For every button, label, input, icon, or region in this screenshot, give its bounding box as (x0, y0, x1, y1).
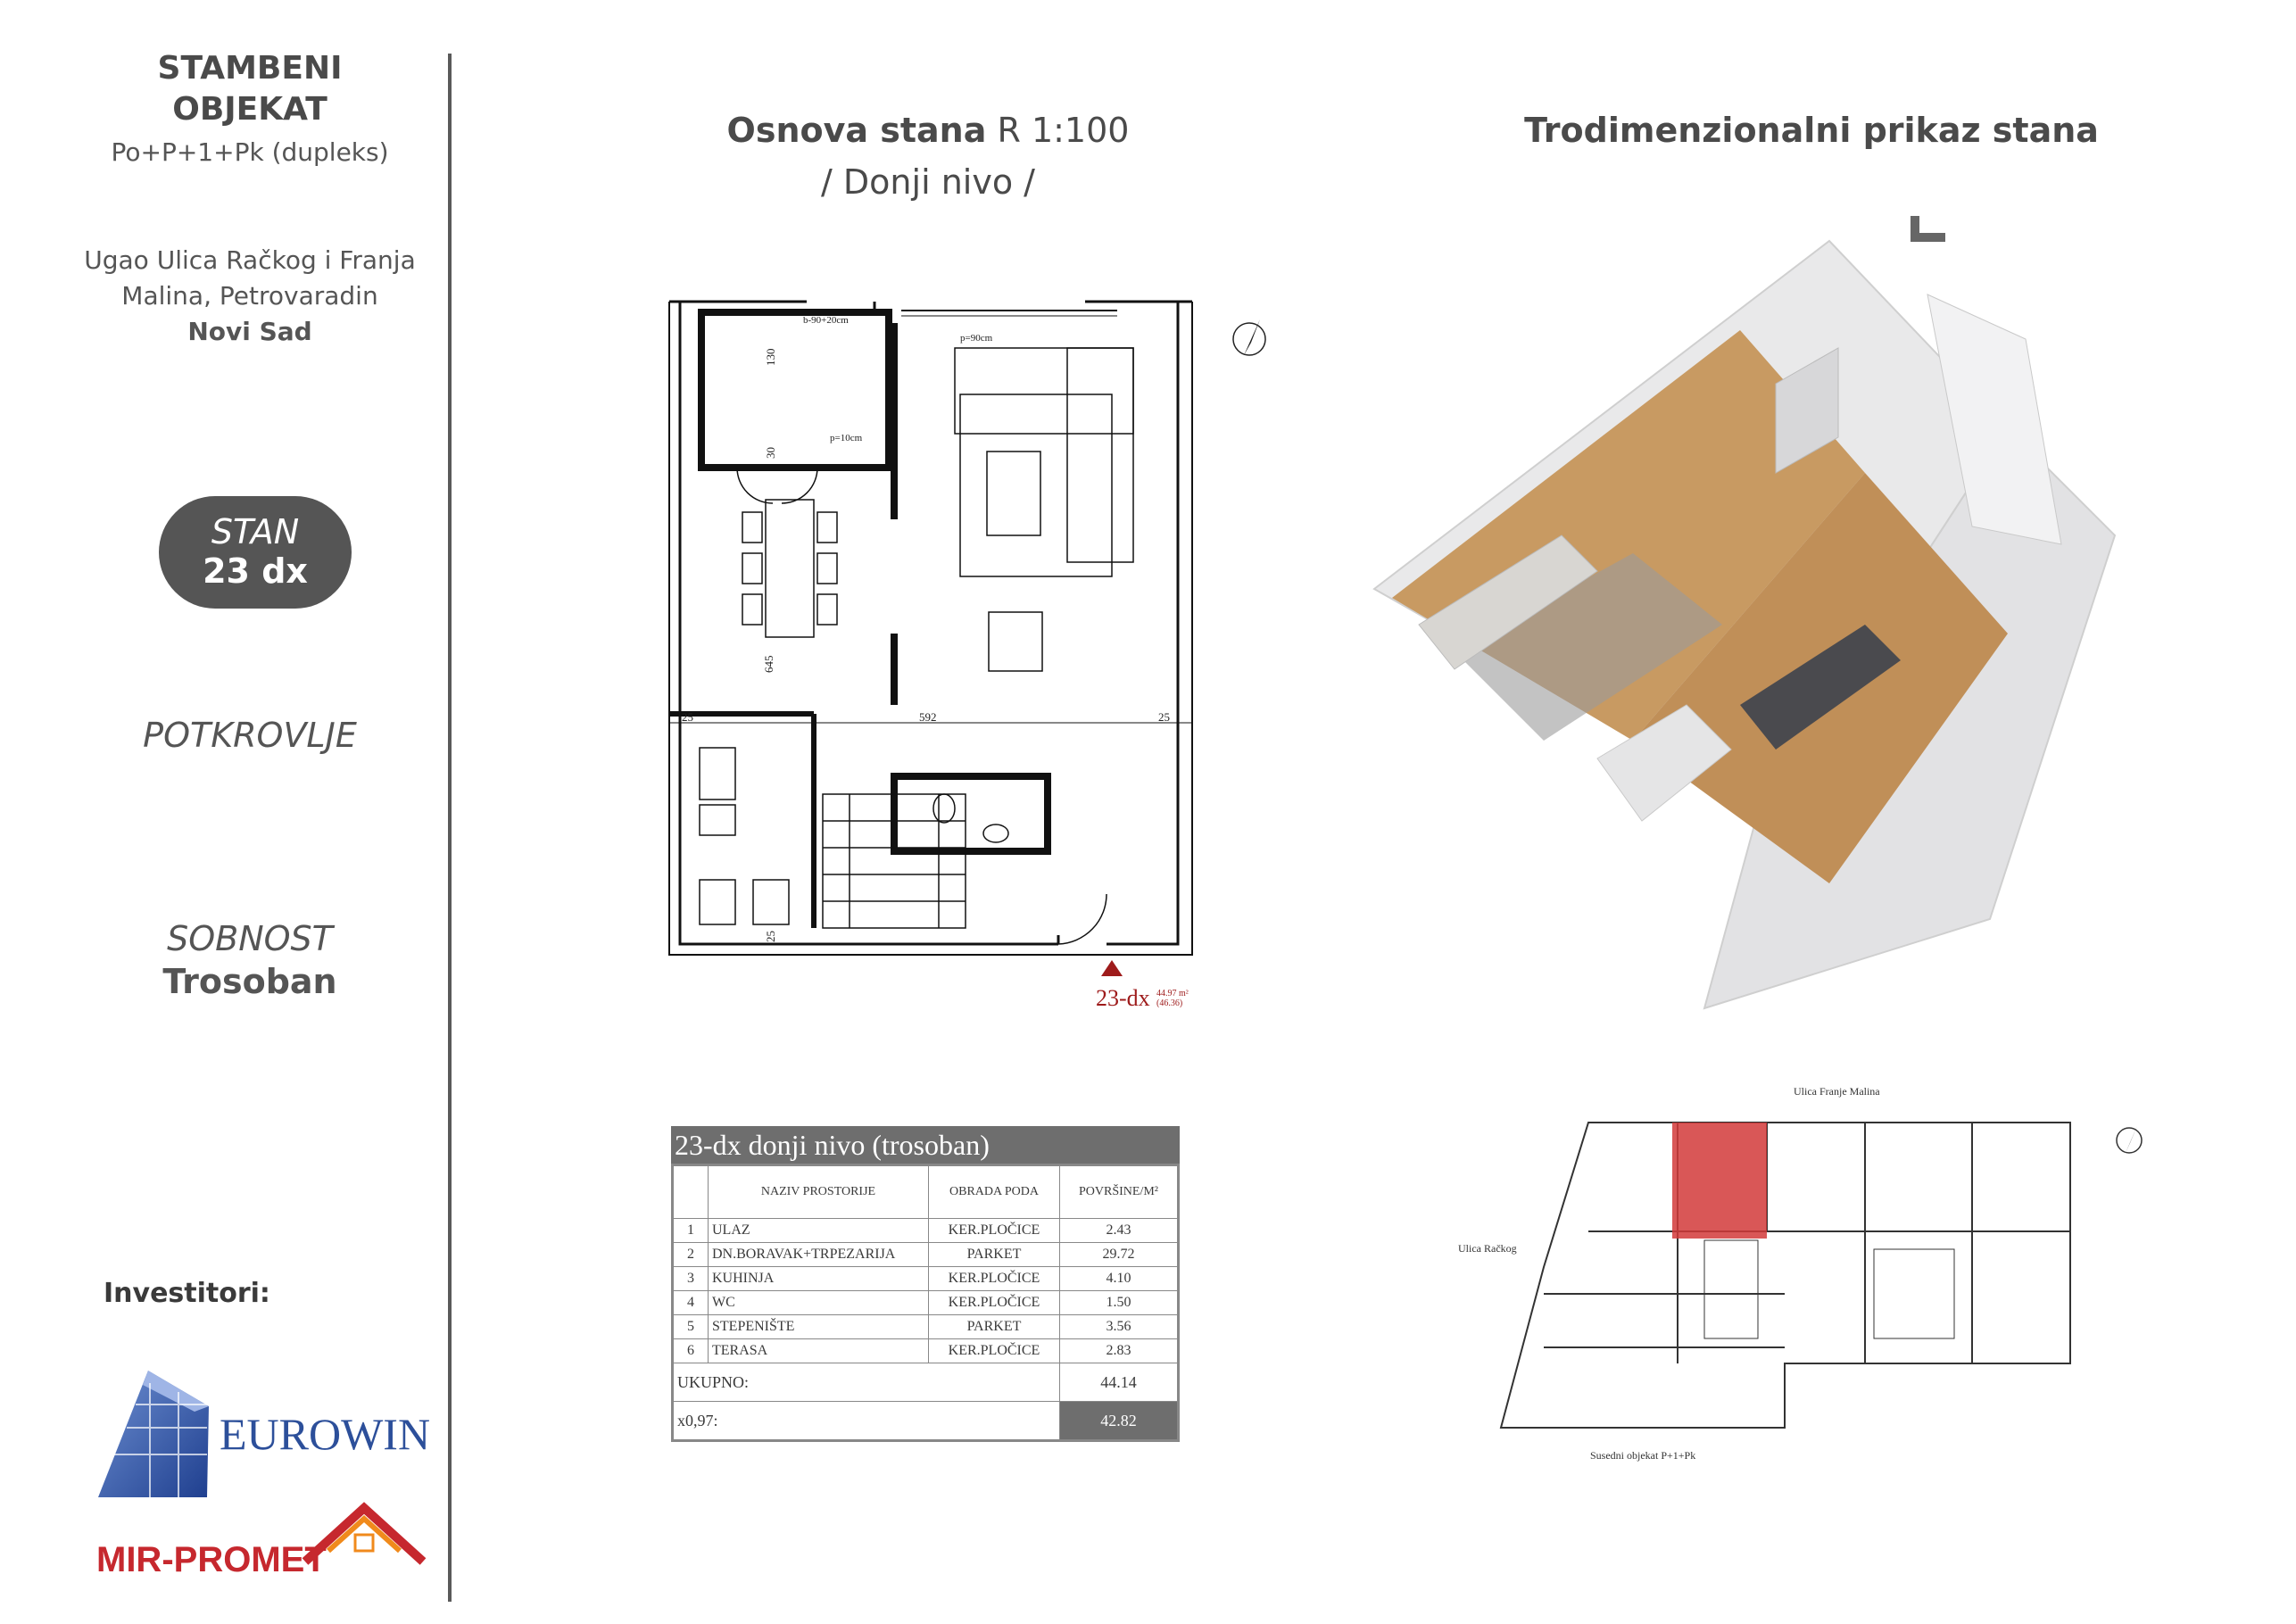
apartment-badge (159, 496, 352, 609)
row-floor: PARKET (929, 1315, 1060, 1339)
table-row (674, 1339, 1178, 1363)
factor-value: 42.82 (1060, 1402, 1178, 1440)
row-name: DN.BORAVAK+TRPEZARIJA (709, 1243, 929, 1267)
note-door-2: p=10cm (830, 433, 863, 443)
street-top: Ulica Franje Malina (1794, 1085, 1880, 1098)
city: Novi Sad (187, 317, 312, 346)
dim-width: 592 (919, 710, 937, 724)
mirpromet-logo (96, 1499, 435, 1588)
neighbor-label: Susedni objekat P+1+Pk (1590, 1449, 1696, 1462)
row-num: 2 (674, 1243, 709, 1267)
row-name: STEPENIŠTE (709, 1315, 929, 1339)
row-floor: KER.PLOČICE (929, 1291, 1060, 1315)
table-row (674, 1291, 1178, 1315)
floor-label: POTKROVLJE (143, 716, 357, 755)
view-arrow-icon (1915, 216, 1945, 237)
plan-title (696, 111, 1160, 150)
table-row (674, 1267, 1178, 1291)
rooms-value: Trosoban (162, 962, 337, 1001)
row-num: 3 (674, 1267, 709, 1291)
total-label: UKUPNO: (674, 1363, 1060, 1402)
table-row (674, 1243, 1178, 1267)
rooms-table-caption: 23-dx donji nivo (trosoban) (671, 1126, 1180, 1164)
total-value: 44.14 (1060, 1363, 1178, 1402)
row-floor: KER.PLOČICE (929, 1267, 1060, 1291)
row-area: 4.10 (1060, 1267, 1178, 1291)
compass-icon (1233, 319, 1265, 355)
rooms-label: SOBNOST (167, 919, 333, 958)
header-floor: OBRADA PODA (929, 1166, 1060, 1219)
total-row (674, 1363, 1178, 1402)
apartment-label: STAN (211, 512, 300, 551)
unit-area-bottom: (46.36) (1156, 998, 1183, 1008)
row-area: 2.43 (1060, 1219, 1178, 1243)
title-line-2: OBJEKAT (172, 91, 327, 128)
row-name: TERASA (709, 1339, 929, 1363)
address-line-2: Malina, Petrovaradin (121, 281, 378, 311)
row-num: 5 (674, 1315, 709, 1339)
title-line-1: STAMBENI (157, 50, 343, 87)
row-name: KUHINJA (709, 1267, 929, 1291)
row-num: 1 (674, 1219, 709, 1243)
row-area: 2.83 (1060, 1339, 1178, 1363)
table-row (674, 1219, 1178, 1243)
sidebar-divider (448, 54, 452, 1602)
site-compass-icon (2117, 1126, 2142, 1153)
sidebar (0, 0, 446, 1624)
dim-height: 645 (762, 655, 775, 673)
header-name: NAZIV PROSTORIJE (709, 1166, 929, 1219)
view3d-title: Trodimenzionalni prikaz stana (1524, 111, 2099, 150)
row-num: 6 (674, 1339, 709, 1363)
row-floor: PARKET (929, 1243, 1060, 1267)
note-window: b-90+20cm (803, 315, 849, 326)
note-door-1: p=90cm (960, 333, 993, 344)
row-name: ULAZ (709, 1219, 929, 1243)
eurowin-logo (96, 1365, 435, 1499)
row-area: 3.56 (1060, 1315, 1178, 1339)
factor-row (674, 1402, 1178, 1440)
row-area: 1.50 (1060, 1291, 1178, 1315)
unit-marker-icon (1101, 960, 1123, 976)
investors-label: Investitori: (104, 1278, 270, 1309)
floor-plan (660, 241, 1303, 1026)
table-header-row (674, 1166, 1178, 1219)
row-area: 29.72 (1060, 1243, 1178, 1267)
dim-left: 25 (682, 710, 693, 724)
plan-title-scale: R 1:100 (997, 111, 1130, 150)
header-num (674, 1166, 709, 1219)
table-row (674, 1315, 1178, 1339)
row-floor: KER.PLOČICE (929, 1339, 1060, 1363)
factor-label: x0,97: (674, 1402, 1060, 1440)
building-type: Po+P+1+Pk (dupleks) (111, 137, 389, 167)
row-num: 4 (674, 1291, 709, 1315)
plan-subtitle: / Donji nivo / (821, 162, 1035, 202)
dim-right: 25 (1158, 710, 1170, 724)
dim-25: 25 (764, 931, 777, 942)
dim-30: 30 (764, 447, 777, 459)
rooms-table (671, 1164, 1180, 1442)
dim-130: 130 (764, 348, 777, 366)
view3d-render (1365, 205, 2186, 1026)
highlighted-unit (1672, 1123, 1767, 1239)
unit-area (1156, 989, 1189, 1008)
eurowin-wordmark: EUROWIN (220, 1409, 431, 1459)
unit-area-top: 44.97 m² (1156, 989, 1189, 998)
row-name: WC (709, 1291, 929, 1315)
site-plan (1490, 1115, 2186, 1446)
address-line-1: Ugao Ulica Račkog i Franja (84, 245, 416, 275)
row-floor: KER.PLOČICE (929, 1219, 1060, 1243)
apartment-number: 23 dx (203, 551, 308, 591)
street-left: Ulica Račkog (1458, 1242, 1517, 1255)
mirpromet-wordmark: MIR-PROMET (96, 1540, 327, 1579)
header-area: POVRŠINE/M² (1060, 1166, 1178, 1219)
plan-title-main: Osnova stana (726, 111, 987, 150)
unit-tag: 23-dx (1096, 985, 1150, 1011)
